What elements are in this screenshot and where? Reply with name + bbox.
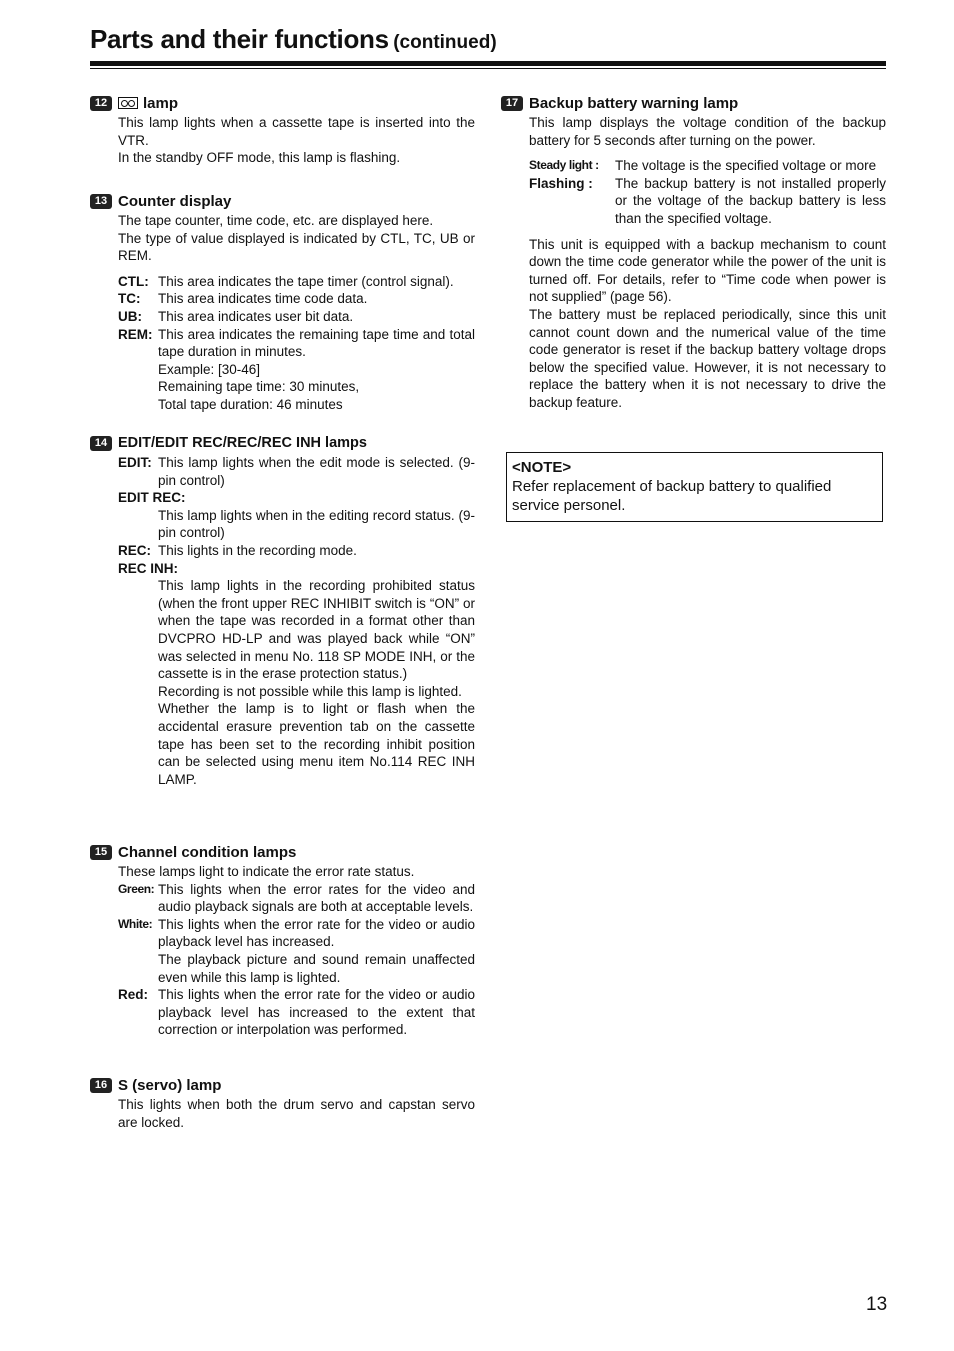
section-14-heading xyxy=(90,434,475,452)
rem-example: Example: [30-46] xyxy=(158,361,261,377)
definition-green: Green: This lights when the error rates for the video and audio playback signals are both at acceptable levels. xyxy=(118,881,475,915)
rem-total: Total tape duration: 46 minutes xyxy=(158,396,343,412)
section-number-14: 14 xyxy=(90,436,112,451)
definition-edit: EDIT: This lamp lights when the edit mode is selected. (9-pin control) xyxy=(118,455,475,488)
section-13-title: Counter display xyxy=(118,192,232,210)
section-16-title: S (servo) lamp xyxy=(118,1076,222,1094)
section-number-17: 17 xyxy=(501,96,523,111)
section-17 xyxy=(501,94,886,412)
section-number-12: 12 xyxy=(90,96,112,111)
definition-steady-light: Steady light : The voltage is the specified voltage or more xyxy=(529,158,877,174)
section-14-title: EDIT/EDIT REC/REC/REC INH lamps xyxy=(118,435,367,451)
section-12-text-2: In the standby OFF mode, this lamp is flashing. xyxy=(118,150,401,166)
desc-rec-inh-3: Whether the lamp is to light or flash when the accidental erasure prevention tab on the cassette tape has been set to the recording inhibit position can be selected using menu item No.114 REC INH LAMP. xyxy=(158,701,475,787)
section-14 xyxy=(90,434,475,843)
cassette-icon xyxy=(118,97,138,109)
section-number-16: 16 xyxy=(90,1078,112,1093)
rem-remaining: Remaining tape time: 30 minutes, xyxy=(158,379,360,395)
section-16 xyxy=(90,1076,475,1131)
note-title: <NOTE> xyxy=(512,459,572,476)
term-edit-rec: EDIT REC: xyxy=(118,490,186,506)
definition-red: Red: This lights when the error rate for the video or audio playback level has increased to the extent that correction or interpolation was performed. xyxy=(118,987,475,1038)
section-15 xyxy=(90,843,475,1076)
section-15-title: Channel condition lamps xyxy=(118,843,297,861)
note-box xyxy=(506,452,883,522)
section-17-title: Backup battery warning lamp xyxy=(529,94,739,112)
header-rule-thick xyxy=(90,61,886,66)
left-column xyxy=(90,94,475,1131)
section-13-heading xyxy=(90,192,475,210)
page-number: 13 xyxy=(866,1294,888,1315)
section-12-title: lamp xyxy=(143,94,179,112)
desc-edit-rec: This lamp lights when in the editing record status. (9-pin control) xyxy=(158,507,475,541)
section-17-para-2: The battery must be replaced periodically, since this unit cannot count down and the numerical value of the time code generator is reset if the backup battery voltage drops below the specified value. However, it is not necessary to replace the battery when it is not necessary to drive the backup feature. xyxy=(529,306,886,410)
section-13-text-1: The tape counter, time code, etc. are displayed here. xyxy=(118,213,434,228)
desc-rec-inh-2: Recording is not possible while this lamp is lighted. xyxy=(158,683,462,699)
definition-rec: REC: This lights in the recording mode. xyxy=(118,542,357,558)
page-title: Parts and their functions xyxy=(90,24,389,54)
definition-white: White: This lights when the error rate for the video or audio playback level has increased. xyxy=(118,916,475,950)
desc-white-2: The playback picture and sound remain unaffected even while this lamp is lighted. xyxy=(158,951,475,985)
term-rec-inh: REC INH: xyxy=(118,560,178,576)
section-13-text-2: The type of value displayed is indicated by CTL, TC, UB or REM. xyxy=(118,230,475,264)
section-16-text: This lights when both the drum servo and capstan servo are locked. xyxy=(118,1097,475,1130)
page-title-continued: (continued) xyxy=(393,32,497,53)
page-header xyxy=(90,24,886,55)
definition-flashing: Flashing : The backup battery is not installed properly or the voltage of the backup battery is less than the specified voltage. xyxy=(529,175,886,226)
section-17-heading xyxy=(501,94,886,112)
note-text: Refer replacement of backup battery to qualified service personel. xyxy=(512,478,832,514)
definition-ub: UB: This area indicates user bit data. xyxy=(118,308,354,324)
definition-ctl: CTL: This area indicates the tape timer (control signal). xyxy=(118,273,454,289)
section-12 xyxy=(90,94,475,192)
section-13 xyxy=(90,192,475,434)
header-rule-thin xyxy=(90,68,886,69)
section-17-para-1: This unit is equipped with a backup mechanism to count down the time code generator while the power of the unit is turned off. For details, refer to “Time code when power is not supplied” (page 56). xyxy=(529,236,886,305)
right-column xyxy=(501,94,886,412)
section-12-heading xyxy=(90,94,475,112)
section-number-15: 15 xyxy=(90,845,112,860)
definition-rem: REM: This area indicates the remaining tape time and total tape duration in minutes. xyxy=(118,326,475,360)
desc-rec-inh-1: This lamp lights in the recording prohibited status (when the front upper REC INHIBIT switch is “ON” or when the tape was recorded in a format other than DVCPRO HD-LP and was played back while “ON” was selected in menu No. 118 SP MODE INH, or the cassette is in the erase protection status.) xyxy=(158,578,475,682)
definition-tc: TC: This area indicates time code data. xyxy=(118,291,368,307)
section-12-text-1: This lamp lights when a cassette tape is inserted into the VTR. xyxy=(118,115,475,148)
section-15-intro: These lamps light to indicate the error rate status. xyxy=(118,864,415,879)
section-17-text: This lamp displays the voltage condition of the backup battery for 5 seconds after turning on the power. xyxy=(529,115,886,148)
section-15-heading xyxy=(90,843,475,861)
section-16-heading xyxy=(90,1076,475,1094)
section-number-13: 13 xyxy=(90,194,112,209)
